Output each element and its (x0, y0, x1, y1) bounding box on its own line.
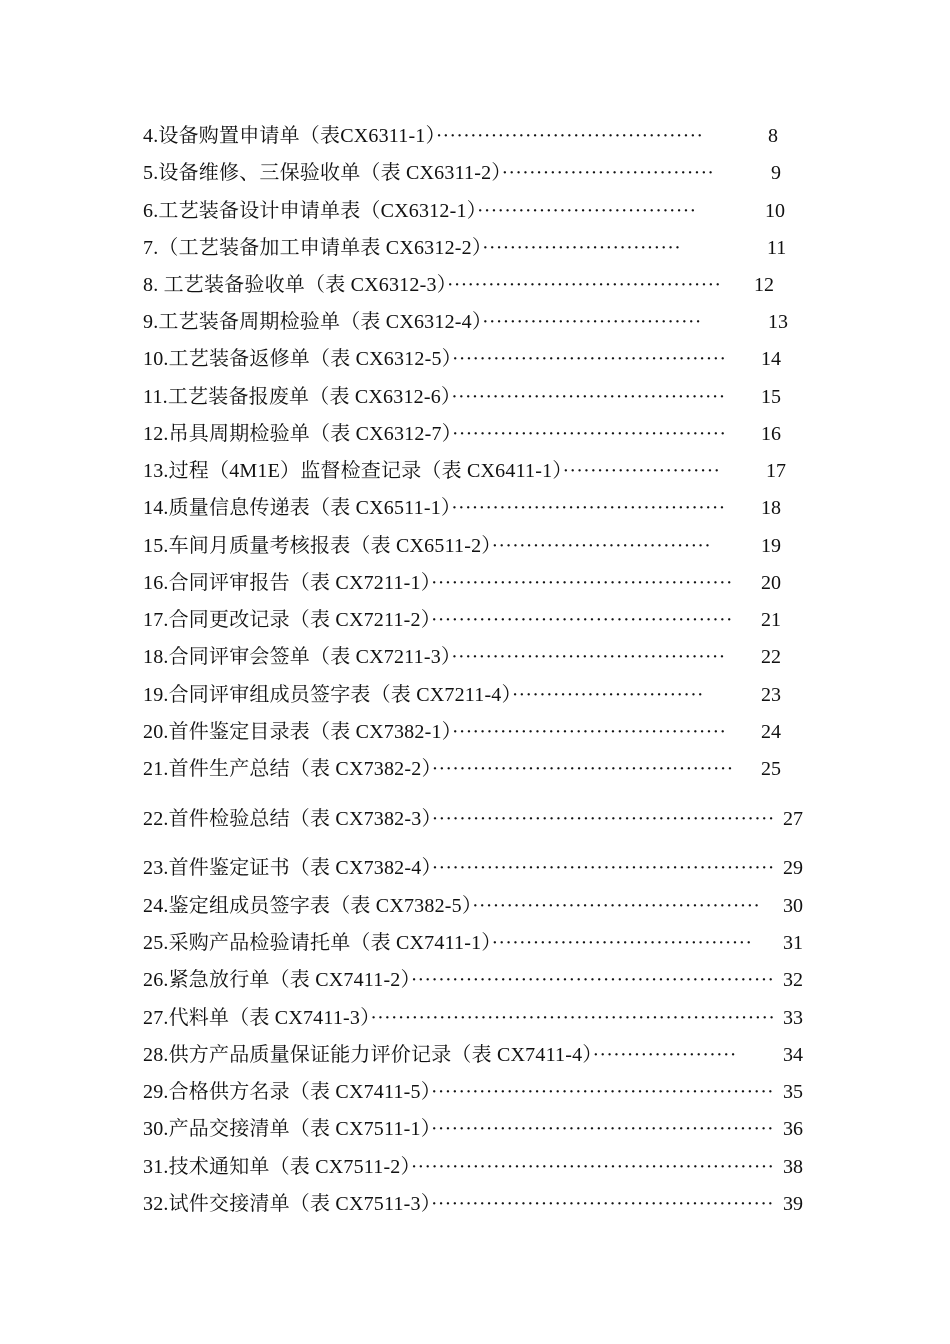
toc-page-18: 22 (761, 646, 781, 668)
toc-entry-17[interactable]: 17.合同更改记录（表 CX7211-2）············································ (143, 609, 733, 631)
toc-entry-32[interactable]: 32.试件交接清单（表 CX7511-3）·················································· (143, 1193, 774, 1215)
toc-page-31: 38 (783, 1156, 803, 1178)
toc-page-16: 20 (761, 572, 781, 594)
toc-entry-26[interactable]: 26.紧急放行单（表 CX7411-2）····················································· (143, 969, 775, 991)
toc-entry-29[interactable]: 29.合格供方名录（表 CX7411-5）·················································· (143, 1081, 774, 1103)
toc-entry-15[interactable]: 15.车间月质量考核报表（表 CX6511-2）································ (143, 535, 712, 557)
toc-entry-4[interactable]: 4.设备购置申请单（表CX6311-1）······································· (143, 125, 704, 147)
toc-page-7: 11 (767, 237, 787, 259)
toc-page-23: 29 (783, 857, 803, 879)
toc-page-6: 10 (765, 200, 785, 222)
toc-page-17: 21 (761, 609, 781, 631)
toc-page-28: 34 (783, 1044, 803, 1066)
toc-entry-28[interactable]: 28.供方产品质量保证能力评价记录（表 CX7411-4）····················· (143, 1044, 737, 1066)
toc-entry-8[interactable]: 8. 工艺装备验收单（表 CX6312-3）········································ (143, 274, 722, 296)
toc-page-20: 24 (761, 721, 781, 743)
toc-entry-24[interactable]: 24.鉴定组成员签字表（表 CX7382-5）·········································· (143, 895, 761, 917)
toc-entry-18[interactable]: 18.合同评审会签单（表 CX7211-3）········································ (143, 646, 726, 668)
toc-entry-19[interactable]: 19.合同评审组成员签字表（表 CX7211-4）···························· (143, 684, 704, 706)
toc-entry-14[interactable]: 14.质量信息传递表（表 CX6511-1）········································ (143, 497, 726, 519)
toc-entry-25[interactable]: 25.采购产品检验请托单（表 CX7411-1）······································ (143, 932, 753, 954)
toc-page-14: 18 (761, 497, 781, 519)
toc-page-26: 32 (783, 969, 803, 991)
toc-page-25: 31 (783, 932, 803, 954)
toc-page-19: 23 (761, 684, 781, 706)
toc-page-21: 25 (761, 758, 781, 780)
toc-entry-20[interactable]: 20.首件鉴定目录表（表 CX7382-1）········································ (143, 721, 727, 743)
toc-entry-6[interactable]: 6.工艺装备设计申请单表（CX6312-1）································ (143, 200, 697, 222)
toc-page-12: 16 (761, 423, 781, 445)
toc-entry-30[interactable]: 30.产品交接清单（表 CX7511-1）·················································· (143, 1118, 774, 1140)
toc-page-15: 19 (761, 535, 781, 557)
toc-entry-9[interactable]: 9.工艺装备周期检验单（表 CX6312-4）································ (143, 311, 702, 333)
toc-page-8: 12 (754, 274, 774, 296)
toc-entry-22[interactable]: 22.首件检验总结（表 CX7382-3）·················································· (143, 808, 775, 830)
toc-entry-7[interactable]: 7.（工艺装备加工申请单表 CX6312-2）····························· (143, 237, 681, 259)
toc-page-27: 33 (783, 1007, 803, 1029)
toc-page-9: 13 (768, 311, 788, 333)
toc-entry-21[interactable]: 21.首件生产总结（表 CX7382-2）············································ (143, 758, 734, 780)
toc-page-29: 35 (783, 1081, 803, 1103)
toc-page-32: 39 (783, 1193, 803, 1215)
toc-entry-31[interactable]: 31.技术通知单（表 CX7511-2）····················································· (143, 1156, 775, 1178)
toc-page-4: 8 (768, 125, 778, 147)
toc-page-11: 15 (761, 386, 781, 408)
toc-entry-12[interactable]: 12.吊具周期检验单（表 CX6312-7）········································ (143, 423, 727, 445)
toc-entry-23[interactable]: 23.首件鉴定证书（表 CX7382-4）·················································· (143, 857, 775, 879)
toc-page-10: 14 (761, 348, 781, 370)
toc-entry-5[interactable]: 5.设备维修、三保验收单（表 CX6311-2）······························· (143, 162, 715, 184)
toc-page-13: 17 (766, 460, 786, 482)
toc-entry-16[interactable]: 16.合同评审报告（表 CX7211-1）············································ (143, 572, 733, 594)
toc-page-22: 27 (783, 808, 803, 830)
toc-entry-13[interactable]: 13.过程（4M1E）监督检查记录（表 CX6411-1）······················· (143, 460, 721, 482)
toc-entry-11[interactable]: 11.工艺装备报废单（表 CX6312-6）········································ (143, 386, 726, 408)
toc-page-24: 30 (783, 895, 803, 917)
toc-page-30: 36 (783, 1118, 803, 1140)
toc-page-5: 9 (771, 162, 781, 184)
toc-entry-27[interactable]: 27.代料单（表 CX7411-3）··························································· (143, 1007, 776, 1029)
toc-entry-10[interactable]: 10.工艺装备返修单（表 CX6312-5）········································ (143, 348, 727, 370)
